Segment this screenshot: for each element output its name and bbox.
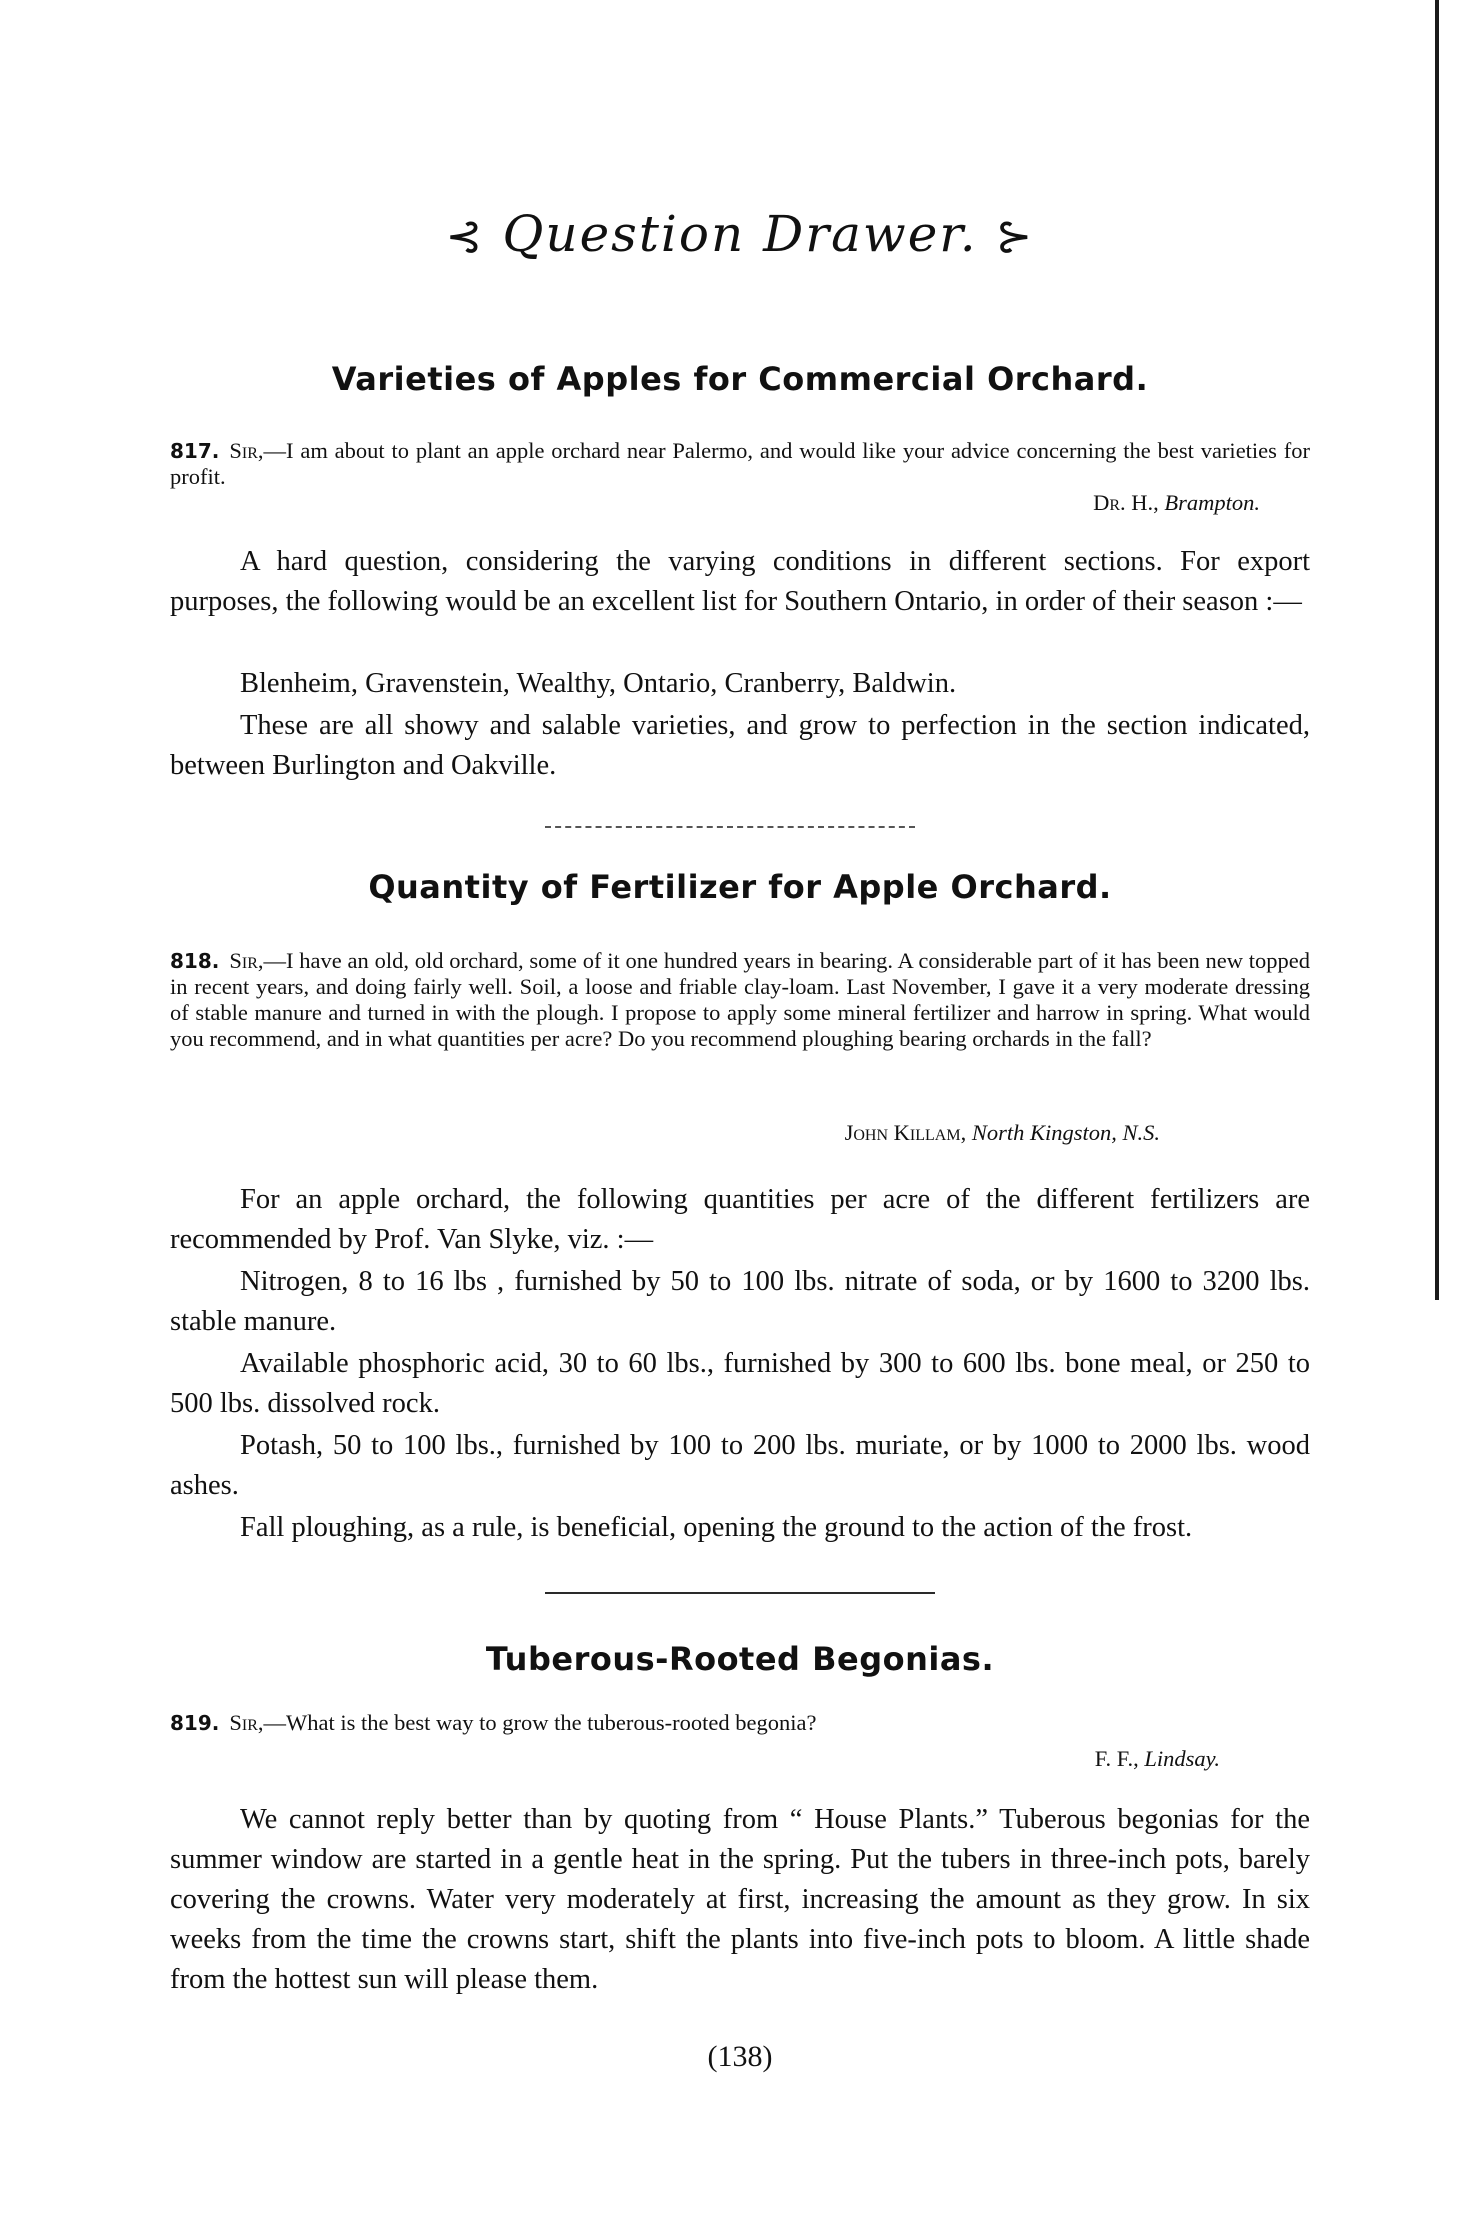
answer-paragraph: For an apple orchard, the following quantities per acre of the different fertilizers are recommended by Prof. Van Slyke, viz. :—: [170, 1184, 1310, 1255]
signature-place: North Kingston, N.S.: [971, 1120, 1160, 1145]
page-number: (138): [707, 2040, 773, 2073]
right-ornament-icon: ⊱: [995, 211, 1035, 262]
question-text: [170, 438, 1310, 490]
question-body: —What is the best way to grow the tuberous-rooted begonia?: [263, 1710, 817, 1735]
section-divider: [545, 1592, 935, 1594]
signature-place: Lindsay.: [1144, 1746, 1220, 1771]
left-ornament-icon: ⊰: [445, 211, 485, 262]
answer-paragraph: Potash, 50 to 100 lbs., furnished by 100 to 200 lbs. muriate, or by 1000 to 2000 lbs. wood ashes.: [170, 1430, 1310, 1501]
signature-name: John Killam,: [844, 1120, 967, 1145]
question-text: [170, 948, 1310, 1052]
section-heading: Tuberous-Rooted Begonias.: [485, 1640, 995, 1678]
signature-name: Dr. H.,: [1093, 490, 1159, 515]
signature-place: Brampton.: [1164, 490, 1260, 515]
section-heading: Varieties of Apples for Commercial Orchard.: [331, 360, 1149, 398]
answer-paragraph: Nitrogen, 8 to 16 lbs , furnished by 50 to 100 lbs. nitrate of soda, or by 1600 to 3200 lbs. stable manure.: [170, 1266, 1310, 1337]
signature-name: F. F.,: [1094, 1746, 1139, 1771]
question-number: 819.: [170, 1711, 220, 1735]
signature: [845, 1120, 1160, 1146]
answer-paragraph: Fall ploughing, as a rule, is beneficial, opening the ground to the action of the frost.: [240, 1512, 1193, 1543]
question-body: —I have an old, old orchard, some of it one hundred years in bearing. A considerable part of it has been new topped in recent years, and doing fairly well. Soil, a loose and friable clay-loam. Last November, I gave it a very moderate dressing of stable manure and turned in with the plough. I propose to apply some mineral fertilizer and harrow in spring. What would you recommend, and in what quantities per acre? Do you recommend ploughing bearing orchards in the fall?: [170, 948, 1310, 1051]
section-heading: Quantity of Fertilizer for Apple Orchard.: [368, 868, 1112, 906]
answer-paragraph: A hard question, considering the varying conditions in different sections. For export purposes, the following would be an excellent list for Southern Ontario, in order of their season :—: [170, 546, 1310, 617]
signature: [1093, 490, 1260, 516]
signature: [1095, 1746, 1220, 1772]
question-number: 817.: [170, 439, 220, 463]
masthead: [170, 205, 1310, 263]
answer-paragraph: We cannot reply better than by quoting from “ House Plants.” Tuberous begonias for the summer window are started in a gentle heat in the spring. Put the tubers in three-inch pots, barely covering the crowns. Water very moderately at first, increasing the amount as they grow. In six weeks from the time the crowns start, shift the plants into five-inch pots to bloom. A little shade from the hottest sun will please them.: [170, 1804, 1310, 1995]
question-text: [170, 1710, 1310, 1736]
answer-paragraph: Blenheim, Gravenstein, Wealthy, Ontario, Cranberry, Baldwin.: [240, 668, 957, 699]
salutation: Sir,: [229, 948, 264, 973]
answer-paragraph: These are all showy and salable varieties, and grow to perfection in the section indicated, between Burlington and Oakville.: [170, 710, 1310, 781]
question-number: 818.: [170, 949, 220, 973]
salutation: Sir,: [229, 438, 264, 463]
page-edge-line: [1435, 0, 1439, 1300]
section-divider: [545, 826, 915, 828]
question-body: —I am about to plant an apple orchard near Palermo, and would like your advice concerning the best varieties for profit.: [170, 438, 1310, 489]
salutation: Sir,: [229, 1710, 264, 1735]
masthead-title: Question Drawer.: [502, 205, 978, 263]
answer-paragraph: Available phosphoric acid, 30 to 60 lbs., furnished by 300 to 600 lbs. bone meal, or 250 to 500 lbs. dissolved rock.: [170, 1348, 1310, 1419]
